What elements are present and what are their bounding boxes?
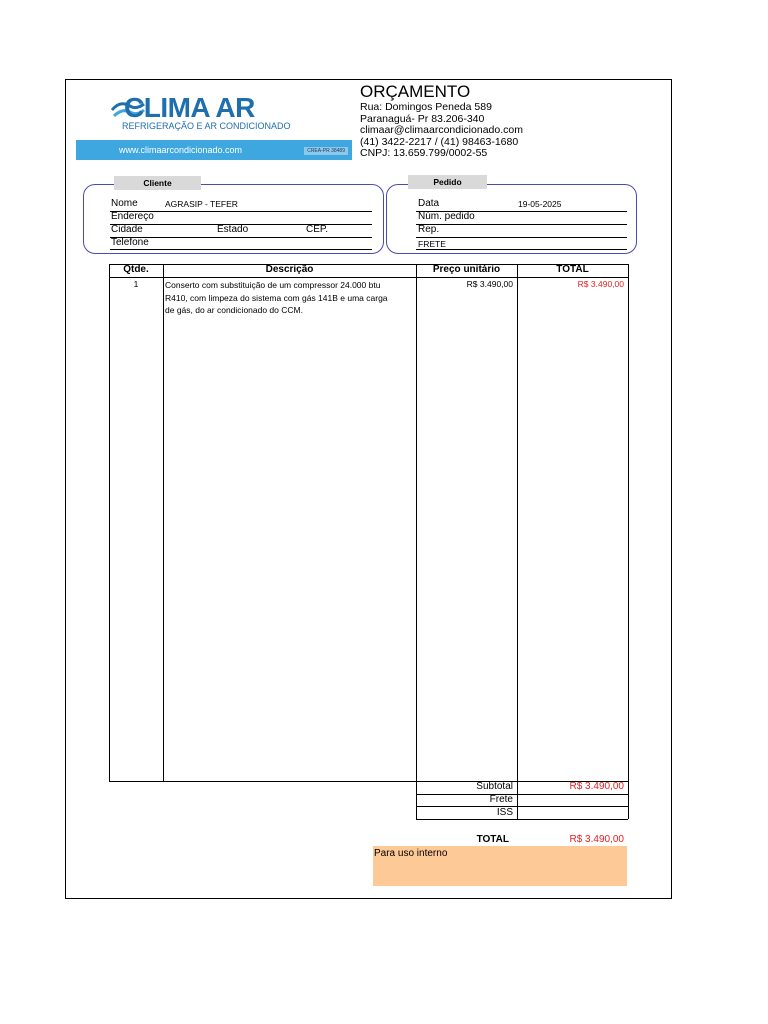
row-description xyxy=(165,279,420,317)
client-state-label: Estado xyxy=(217,224,249,235)
company-phones: (41) 3422-2217 / (41) 98463-1680 xyxy=(360,136,519,148)
total-label: TOTAL xyxy=(476,834,509,845)
row-qty: 1 xyxy=(133,279,139,289)
table-header-border xyxy=(109,277,629,278)
order-rep-line xyxy=(416,237,627,238)
order-date-label: Data xyxy=(418,198,440,209)
order-rep-label: Rep. xyxy=(418,224,440,235)
iss-label: ISS xyxy=(496,807,513,818)
client-name-label: Nome xyxy=(111,198,138,209)
internal-use-label: Para uso interno xyxy=(374,848,448,859)
summary-row-border xyxy=(416,819,628,820)
table-col-border xyxy=(109,264,110,782)
description-line: de gás, do ar condicionado do CCM. xyxy=(165,305,303,315)
col-header-total: TOTAL xyxy=(556,264,589,275)
client-phone-line xyxy=(110,249,372,250)
description-line: Conserto com substituição de um compressor 24.000 btu xyxy=(165,280,381,290)
client-phone-label: Telefone xyxy=(111,237,149,248)
order-freight-line xyxy=(416,249,627,250)
row-unit-price: R$ 3.490,00 xyxy=(466,279,513,289)
client-city-label: Cidade xyxy=(111,224,143,235)
logo-crea: CREA-PR 38489 xyxy=(304,147,348,155)
client-name-value: AGRASIP - TEFER xyxy=(165,199,238,209)
company-city: Paranaguá- Pr 83.206-340 xyxy=(360,113,485,125)
client-city-line xyxy=(110,237,372,238)
order-box-label: Pedido xyxy=(408,175,487,189)
table-col-border xyxy=(416,264,417,819)
row-total: R$ 3.490,00 xyxy=(577,279,624,289)
logo-website: www.climaarcondicionado.com xyxy=(119,145,243,155)
col-header-unit-price: Preço unitário xyxy=(432,264,501,275)
order-freight-label: FRETE xyxy=(418,239,446,249)
company-address: Rua: Domingos Peneda 589 xyxy=(360,101,492,113)
freight-label: Frete xyxy=(489,794,513,805)
order-date-value: 19-05-2025 xyxy=(518,199,562,209)
logo-tagline: REFRIGERAÇÃO E AR CONDICIONADO xyxy=(122,121,291,131)
col-header-qty: Qtde. xyxy=(123,264,149,275)
total-value: R$ 3.490,00 xyxy=(569,834,624,845)
client-box-label: Cliente xyxy=(114,176,201,190)
table-col-border xyxy=(163,264,164,782)
table-col-border xyxy=(517,264,518,819)
company-email: climaar@climaarcondicionado.com xyxy=(360,124,523,136)
description-line: R410, com limpeza do sistema com gás 141B e uma carga xyxy=(165,292,388,303)
logo-brand: CLIMA AR xyxy=(124,92,255,123)
internal-use-box xyxy=(373,846,627,886)
subtotal-value: R$ 3.490,00 xyxy=(569,781,624,792)
order-number-line xyxy=(416,224,627,225)
subtotal-label: Subtotal xyxy=(476,781,513,792)
order-number-label: Núm. pedido xyxy=(418,211,475,222)
col-header-description: Descrição xyxy=(265,264,314,275)
company-logo xyxy=(74,94,352,160)
page-title: ORÇAMENTO xyxy=(360,82,471,101)
client-cep-label: CEP. xyxy=(306,224,329,235)
company-cnpj: CNPJ: 13.659.799/0002-55 xyxy=(360,147,488,159)
table-col-border xyxy=(628,264,629,819)
client-address-label: Endereço xyxy=(111,211,154,222)
